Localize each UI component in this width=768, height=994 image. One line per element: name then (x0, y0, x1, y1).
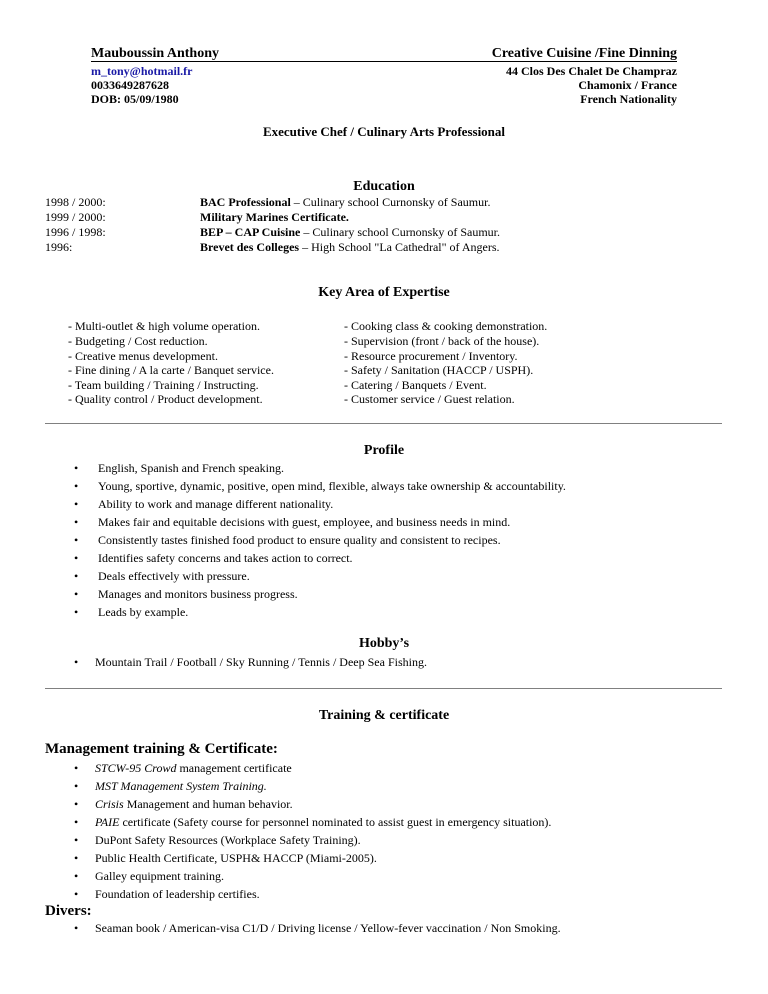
education-qualification: BAC Professional (200, 195, 291, 209)
hobby-list (74, 653, 427, 671)
candidate-name: Mauboussin Anthony (91, 46, 220, 61)
list-item: • Foundation of leadership certifies. (74, 887, 260, 901)
education-detail: – Culinary school Curnonsky of Saumur. (290, 195, 491, 209)
expertise-item: - Safety / Sanitation (HACCP / USPH). (344, 363, 534, 377)
divers-heading: Divers: (45, 903, 92, 919)
expertise-item: - Resource procurement / Inventory. (344, 349, 518, 363)
bullet-icon: • (74, 533, 79, 547)
bullet-icon: • (74, 851, 79, 865)
hobby-heading: Hobby’s (358, 636, 410, 651)
list-item: • STCW-95 Crowd management certificate (74, 761, 292, 775)
expertise-item: - Customer service / Guest relation. (344, 392, 515, 406)
bullet-icon: • (74, 461, 79, 475)
bullet-icon: • (74, 869, 79, 883)
bullet-icon: • (74, 761, 79, 775)
bullet-icon: • (74, 833, 79, 847)
bullet-icon: • (74, 815, 79, 829)
education-years: 1998 / 2000: (45, 195, 106, 209)
list-item: • Seaman book / American-visa C1/D / Driving license / Yellow-fever vaccination / Non Smoking. (74, 921, 561, 935)
education-years: 1996: (45, 240, 73, 254)
bullet-icon: • (74, 605, 79, 619)
date-of-birth: DOB: 05/09/1980 (91, 92, 179, 106)
education-heading: Education (353, 179, 415, 194)
list-item: • Public Health Certificate, USPH& HACCP (Miami-2005). (74, 851, 377, 865)
bullet-icon: • (74, 797, 79, 811)
list-item: • Mountain Trail / Football / Sky Running / Tennis / Deep Sea Fishing. (74, 655, 427, 669)
profile-heading: Profile (363, 443, 405, 458)
education-years: 1996 / 1998: (45, 225, 106, 239)
bullet-icon: • (74, 779, 79, 793)
education-qualification: Brevet des Colleges (200, 240, 300, 254)
education-entry (200, 240, 500, 255)
list-item: • MST Management System Training. (74, 779, 267, 793)
training-list (74, 759, 551, 903)
address-line-2: Chamonix / France (578, 78, 677, 92)
expertise-item: - Team building / Training / Instructing. (68, 378, 259, 392)
bullet-icon: • (74, 921, 79, 935)
list-item: • Identifies safety concerns and takes action to correct. (74, 551, 353, 565)
section-divider (45, 423, 722, 424)
education-qualification: Military Marines Certificate. (200, 210, 349, 224)
education-entry (200, 210, 349, 225)
training-heading: Training & certificate (318, 708, 450, 723)
phone-number: 0033649287628 (91, 78, 169, 92)
education-years: 1999 / 2000: (45, 210, 106, 224)
list-item: • Leads by example. (74, 605, 189, 619)
expertise-item: - Quality control / Product development. (68, 392, 263, 406)
expertise-item: - Budgeting / Cost reduction. (68, 334, 208, 348)
education-entry (200, 225, 500, 240)
company-name: Creative Cuisine /Fine Dinning (491, 46, 677, 61)
profile-list (74, 459, 566, 621)
bullet-icon: • (74, 569, 79, 583)
list-item: • DuPont Safety Resources (Workplace Safety Training). (74, 833, 361, 847)
bullet-icon: • (74, 587, 79, 601)
nationality: French Nationality (580, 92, 677, 106)
bullet-icon: • (74, 887, 79, 901)
list-item: • Deals effectively with pressure. (74, 569, 250, 583)
bullet-icon: • (74, 497, 79, 511)
address-line-1: 44 Clos Des Chalet De Champraz (506, 64, 677, 78)
list-item: • Galley equipment training. (74, 869, 224, 883)
expertise-item: - Creative menus development. (68, 349, 218, 363)
education-entry (200, 195, 490, 210)
expertise-item: - Supervision (front / back of the house). (344, 334, 540, 348)
expertise-item: - Cooking class & cooking demonstration. (344, 319, 548, 333)
list-item: • English, Spanish and French speaking. (74, 461, 284, 475)
expertise-item: - Multi-outlet & high volume operation. (68, 319, 260, 333)
education-qualification: BEP – CAP Cuisine (200, 225, 301, 239)
email-link[interactable]: m_tony@hotmail.fr (91, 64, 193, 78)
expertise-item: - Catering / Banquets / Event. (344, 378, 487, 392)
list-item: • Ability to work and manage different nationality. (74, 497, 334, 511)
education-detail: – Culinary school Curnonsky of Saumur. (300, 225, 501, 239)
section-divider (45, 688, 722, 689)
list-item: • Crisis Management and human behavior. (74, 797, 293, 811)
list-item: • Makes fair and equitable decisions with guest, employee, and business needs in mind. (74, 515, 511, 529)
management-training-heading: Management training & Certificate: (45, 741, 278, 757)
resume-title: Executive Chef / Culinary Arts Professional (262, 124, 506, 139)
bullet-icon: • (74, 551, 79, 565)
divers-list (74, 919, 561, 937)
bullet-icon: • (74, 655, 79, 669)
list-item: • PAIE certificate (Safety course for personnel nominated to assist guest in emergency situation). (74, 815, 552, 829)
list-item: • Manages and monitors business progress. (74, 587, 298, 601)
list-item: • Young, sportive, dynamic, positive, open mind, flexible, always take ownership & accountability. (74, 479, 566, 493)
education-detail: – High School "La Cathedral" of Angers. (299, 240, 500, 254)
bullet-icon: • (74, 515, 79, 529)
list-item: • Consistently tastes finished food product to ensure quality and consistent to recipes. (74, 533, 501, 547)
bullet-icon: • (74, 479, 79, 493)
expertise-item: - Fine dining / A la carte / Banquet service. (68, 363, 274, 377)
expertise-heading: Key Area of Expertise (318, 285, 450, 300)
